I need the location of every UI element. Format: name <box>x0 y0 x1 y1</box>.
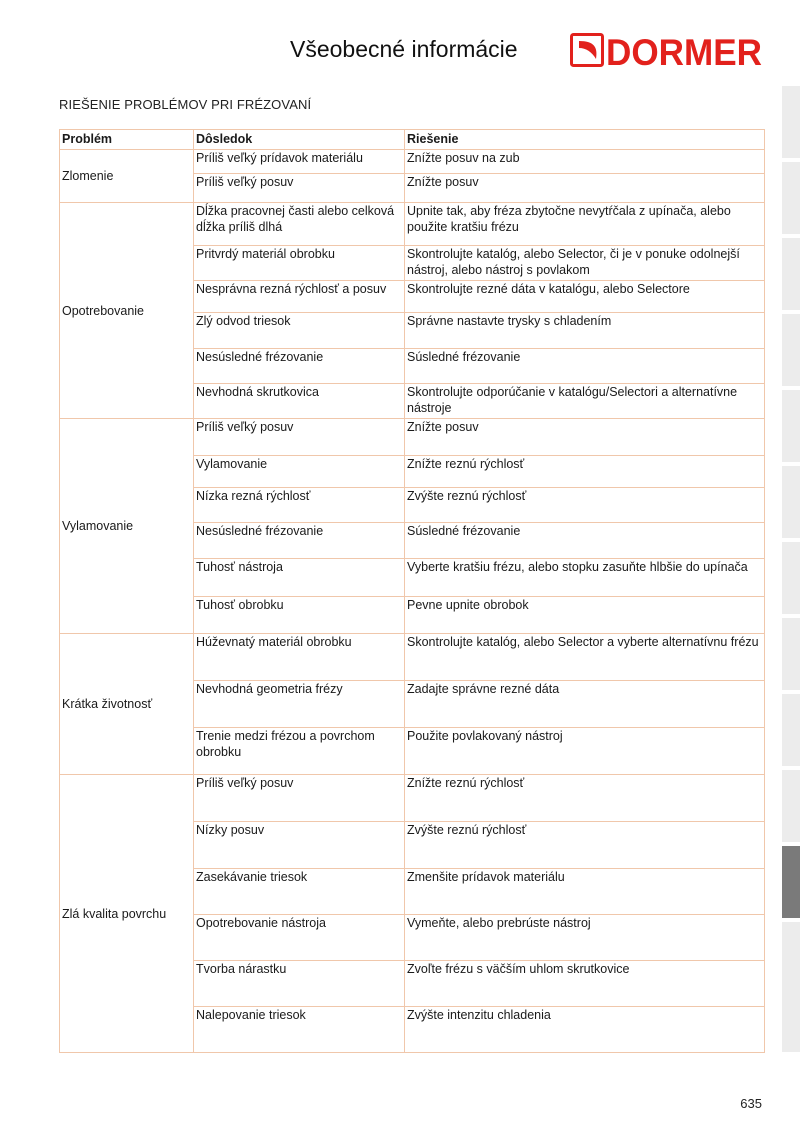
solution-cell: Znížte reznú rýchlosť <box>405 775 765 822</box>
table-body <box>60 150 765 1053</box>
table-row <box>60 203 765 246</box>
chapter-tab[interactable] <box>782 618 800 690</box>
solution-cell: Správne nastavte trysky s chladením <box>405 313 765 349</box>
problem-cell: Vylamovanie <box>60 419 194 634</box>
chapter-tab[interactable] <box>782 86 800 158</box>
solution-cell: Vyberte kratšiu frézu, alebo stopku zasuňte hlbšie do upínača <box>405 559 765 597</box>
solution-cell: Súsledné frézovanie <box>405 523 765 559</box>
dormer-emblem-icon <box>572 35 603 66</box>
solution-cell: Skontrolujte rezné dáta v katalógu, alebo Selectore <box>405 281 765 313</box>
solution-cell: Zmenšite prídavok materiálu <box>405 869 765 915</box>
cause-cell: Vylamovanie <box>194 456 405 488</box>
page-title: Všeobecné informácie <box>290 36 518 62</box>
chapter-tab[interactable] <box>782 238 800 310</box>
solution-cell: Zvýšte intenzitu chladenia <box>405 1007 765 1053</box>
chapter-tab[interactable] <box>782 162 800 234</box>
problem-cell: Zlá kvalita povrchu <box>60 775 194 1053</box>
cause-cell: Dĺžka pracovnej časti alebo celková dĺžka príliš dlhá <box>194 203 405 246</box>
table-row <box>60 150 765 174</box>
cause-cell: Nesúsledné frézovanie <box>194 349 405 384</box>
cause-cell: Tuhosť obrobku <box>194 597 405 634</box>
solution-cell: Súsledné frézovanie <box>405 349 765 384</box>
cause-cell: Nesúsledné frézovanie <box>194 523 405 559</box>
cause-cell: Tuhosť nástroja <box>194 559 405 597</box>
cause-cell: Nesprávna rezná rýchlosť a posuv <box>194 281 405 313</box>
solution-cell: Vymeňte, alebo prebrúste nástroj <box>405 915 765 961</box>
solution-cell: Skontrolujte katalóg, alebo Selector, či je v ponuke odolnejší nástroj, alebo nástroj s povlakom <box>405 246 765 281</box>
solution-cell: Znížte posuv na zub <box>405 150 765 174</box>
troubleshooting-table <box>59 129 765 1053</box>
problem-cell: Zlomenie <box>60 150 194 203</box>
solution-cell: Znížte reznú rýchlosť <box>405 456 765 488</box>
cause-cell: Tvorba nárastku <box>194 961 405 1007</box>
cause-cell: Opotrebovanie nástroja <box>194 915 405 961</box>
column-header-solution: Riešenie <box>405 130 765 150</box>
cause-cell: Pritvrdý materiál obrobku <box>194 246 405 281</box>
chapter-tab[interactable] <box>782 770 800 842</box>
table-header-row <box>60 130 765 150</box>
chapter-tab-active[interactable] <box>782 846 800 918</box>
page-number: 635 <box>740 1096 762 1111</box>
cause-cell: Príliš veľký posuv <box>194 775 405 822</box>
cause-cell: Nízka rezná rýchlosť <box>194 488 405 523</box>
solution-cell: Zadajte správne rezné dáta <box>405 681 765 728</box>
cause-cell: Trenie medzi frézou a povrchom obrobku <box>194 728 405 775</box>
problem-cell: Opotrebovanie <box>60 203 194 419</box>
dormer-logo <box>570 32 764 70</box>
cause-cell: Nevhodná skrutkovica <box>194 384 405 419</box>
column-header-problem: Problém <box>60 130 194 150</box>
cause-cell: Nízky posuv <box>194 822 405 869</box>
cause-cell: Nalepovanie triesok <box>194 1007 405 1053</box>
column-header-cause: Dôsledok <box>194 130 405 150</box>
chapter-tab[interactable] <box>782 314 800 386</box>
section-title: RIEŠENIE PROBLÉMOV PRI FRÉZOVANÍ <box>59 97 312 112</box>
solution-cell: Skontrolujte odporúčanie v katalógu/Selectori a alternatívne nástroje <box>405 384 765 419</box>
solution-cell: Zvýšte reznú rýchlosť <box>405 488 765 523</box>
table-row <box>60 775 765 822</box>
cause-cell: Príliš veľký posuv <box>194 174 405 203</box>
cause-cell: Príliš veľký prídavok materiálu <box>194 150 405 174</box>
cause-cell: Zasekávanie triesok <box>194 869 405 915</box>
solution-cell: Pevne upnite obrobok <box>405 597 765 634</box>
solution-cell: Znížte posuv <box>405 419 765 456</box>
solution-cell: Skontrolujte katalóg, alebo Selector a vyberte alternatívnu frézu <box>405 634 765 681</box>
chapter-tab[interactable] <box>782 390 800 462</box>
solution-cell: Zvoľte frézu s väčším uhlom skrutkovice <box>405 961 765 1007</box>
cause-cell: Zlý odvod triesok <box>194 313 405 349</box>
cause-cell: Nevhodná geometria frézy <box>194 681 405 728</box>
brand-wordmark: DORMER <box>606 32 762 70</box>
table-row <box>60 634 765 681</box>
solution-cell: Zvýšte reznú rýchlosť <box>405 822 765 869</box>
chapter-tab[interactable] <box>782 466 800 538</box>
solution-cell: Upnite tak, aby fréza zbytočne nevytŕčala z upínača, alebo použite kratšiu frézu <box>405 203 765 246</box>
chapter-tab[interactable] <box>782 922 800 1052</box>
chapter-tab[interactable] <box>782 542 800 614</box>
cause-cell: Príliš veľký posuv <box>194 419 405 456</box>
solution-cell: Znížte posuv <box>405 174 765 203</box>
problem-cell: Krátka životnosť <box>60 634 194 775</box>
cause-cell: Húževnatý materiál obrobku <box>194 634 405 681</box>
solution-cell: Použite povlakovaný nástroj <box>405 728 765 775</box>
table-row <box>60 419 765 456</box>
chapter-tab[interactable] <box>782 694 800 766</box>
